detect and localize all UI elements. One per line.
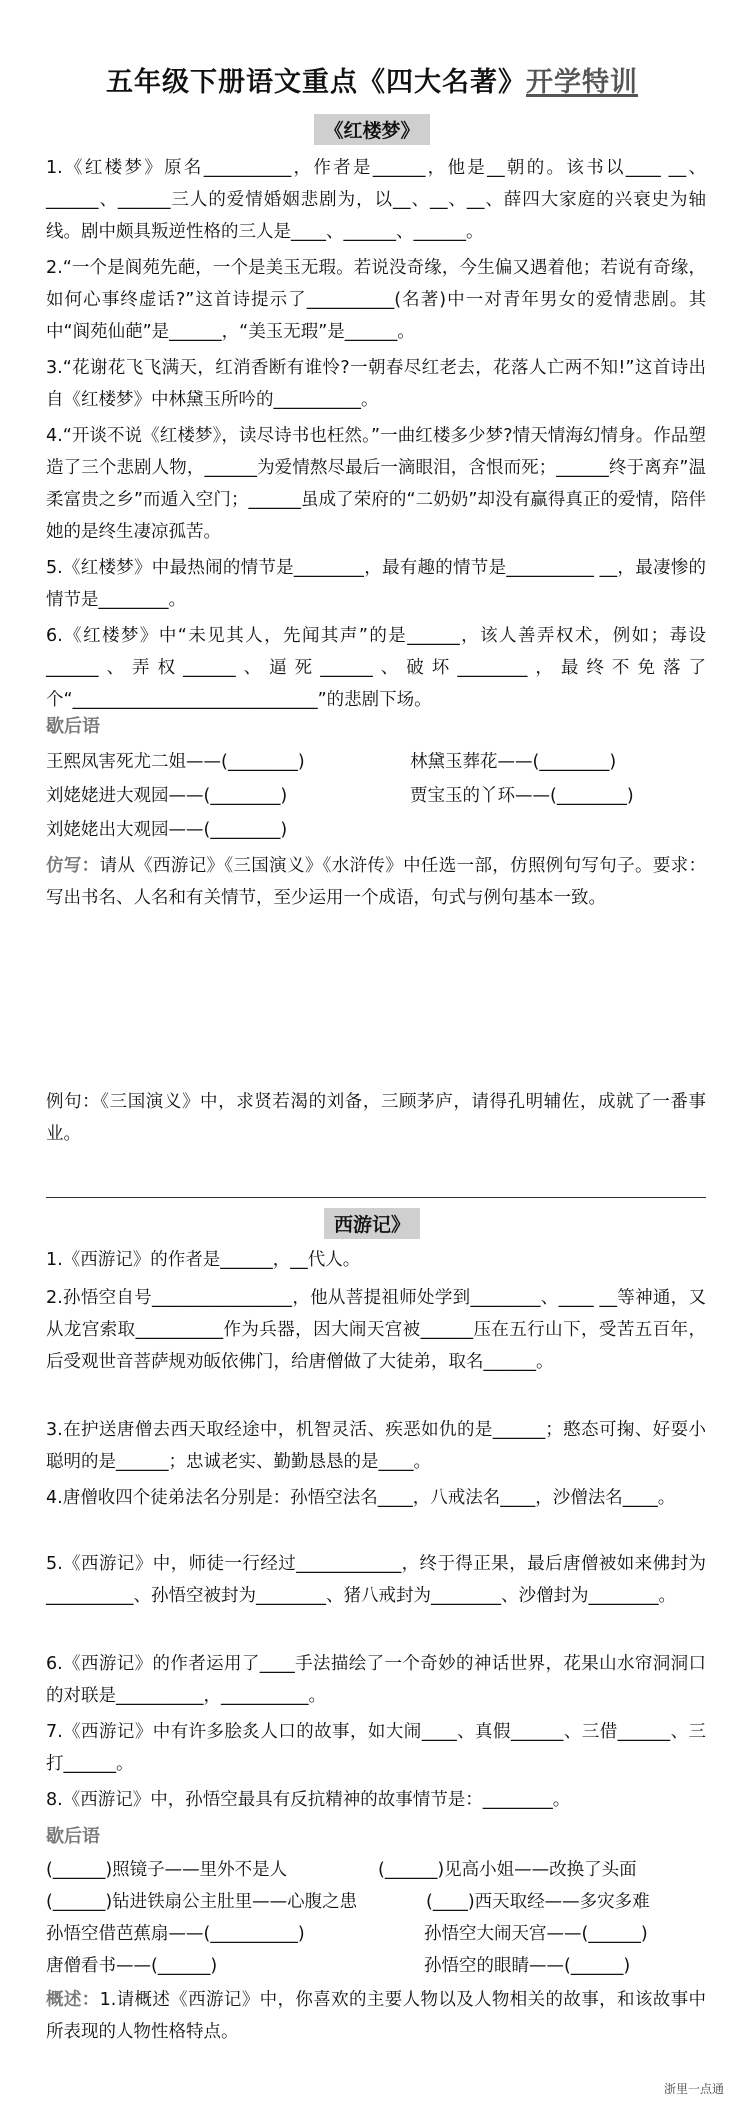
hlm-xiehouyu-item: 王熙凤害死尤二姐——(________)	[46, 752, 305, 772]
xyj-xiehouyu-item: (______)钻进铁扇公主肚里——心腹之患	[46, 1892, 358, 1912]
hlm-question-6: 6.《红楼梦》中“未见其人，先闻其声”的是______，该人善弄权术，例如；毒设______、弄权______、逼死______、破坏________，最终不免落了个“____________________________”的悲剧下场。	[46, 626, 706, 710]
hlm-fangxie	[46, 850, 706, 914]
title-main: 五年级下册语文重点《四大名著》	[106, 67, 526, 98]
section-heading-hongloumeng: 《红楼梦》	[0, 114, 744, 145]
section-divider	[46, 1197, 706, 1198]
fangxie-lead: 仿写：	[46, 856, 100, 876]
hlm-xiehouyu-label: 歇后语	[46, 716, 100, 737]
hlm-question-1: 1.《红楼梦》原名__________，作者是______，他是__朝的。该书以____ __、______、______三人的爱情婚姻悲剧为，以__、__、__、薛四大家庭的兴衰史为轴线。剧中颇具叛逆性格的三人是____、______、______。	[46, 158, 706, 242]
xyj-xiehouyu-item: 孙悟空的眼睛——(______)	[424, 1956, 631, 1976]
xyj-question-8: 8.《西游记》中，孙悟空最具有反抗精神的故事情节是：________。	[46, 1790, 571, 1810]
hlm-question-2: 2.“一个是阆苑先葩，一个是美玉无瑕。若说没奇缘，今生偏又遇着他；若说有奇缘，如何心事终虚话?”这首诗提示了__________(名著)中一对青年男女的爱情悲剧。其中“阆苑仙葩”是______，“美玉无瑕”是______。	[46, 258, 706, 342]
hlm-example-sentence: 例句：《三国演义》中，求贤若渴的刘备，三顾茅庐，请得孔明辅佐，成就了一番事业。	[46, 1092, 706, 1144]
fangxie-text: 请从《西游记》《三国演义》《水浒传》中任选一部，仿照例句写句子。要求：写出书名、人名和有关情节，至少运用一个成语，句式与例句基本一致。	[46, 856, 706, 908]
hlm-xiehouyu-item: 刘姥姥进大观园——(________)	[46, 786, 288, 806]
xyj-xiehouyu-item: (______)照镜子——里外不是人	[46, 1860, 288, 1880]
section-heading-xiyouji: 西游记》	[0, 1208, 744, 1239]
xyj-xiehouyu-item: (______)见高小姐——改换了头面	[378, 1860, 637, 1880]
xyj-question-7: 7.《西游记》中有许多脍炙人口的故事，如大闹____、真假______、三借______、三打______。	[46, 1722, 706, 1774]
xyj-xiehouyu-item: 孙悟空借芭蕉扇——(__________)	[46, 1924, 305, 1944]
xyj-question-3: 3.在护送唐僧去西天取经途中，机智灵活、疾恶如仇的是______；憨态可掬、好耍小聪明的是______；忠诚老实、勤勤恳恳的是____。	[46, 1420, 706, 1472]
xyj-question-4: 4.唐僧收四个徒弟法名分别是：孙悟空法名____，八戒法名____，沙僧法名____。	[46, 1488, 676, 1508]
hlm-xiehouyu-item: 贾宝玉的丫环——(________)	[410, 786, 634, 806]
xyj-question-5: 5.《西游记》中，师徒一行经过____________，终于得正果，最后唐僧被如来佛封为__________、孙悟空被封为________、猪八戒封为________、沙僧封为________。	[46, 1554, 706, 1606]
hlm-question-4: 4.“开谈不说《红楼梦》，读尽诗书也枉然。”一曲红楼多少梦?情天情海幻情身。作品塑造了三个悲剧人物，______为爱情熬尽最后一滴眼泪，含恨而死；______终于离弃”温柔富贵之乡”而遁入空门；______虽成了荣府的“二奶奶”却没有赢得真正的爱情，陪伴她的是终生凄凉孤苦。	[46, 426, 706, 542]
xyj-gaishu	[46, 1984, 706, 2048]
hlm-xiehouyu-item: 林黛玉葬花——(________)	[410, 752, 617, 772]
gaishu-lead: 概述：	[46, 1990, 100, 2010]
xyj-xiehouyu-label: 歇后语	[46, 1826, 100, 1847]
page-title	[0, 60, 744, 99]
xyj-xiehouyu-item: 孙悟空大闹天宫——(______)	[424, 1924, 648, 1944]
xyj-xiehouyu-item: 唐僧看书——(______)	[46, 1956, 218, 1976]
title-highlight: 开学特训	[526, 67, 638, 98]
watermark-credit: 浙里一点通	[663, 2082, 724, 2096]
hlm-question-3: 3.“花谢花飞飞满天，红消香断有谁怜?一朝春尽红老去，花落人亡两不知!”这首诗出自《红楼梦》中林黛玉所吟的__________。	[46, 358, 706, 410]
xyj-question-1: 1.《西游记》的作者是______，__代人。	[46, 1250, 361, 1270]
gaishu-text: 1.请概述《西游记》中，你喜欢的主要人物以及人物相关的故事，和该故事中所表现的人物性格特点。	[46, 1990, 706, 2042]
hlm-xiehouyu-item: 刘姥姥出大观园——(________)	[46, 820, 288, 840]
xyj-xiehouyu-item: (____)西天取经——多灾多难	[426, 1892, 650, 1912]
hlm-question-5: 5.《红楼梦》中最热闹的情节是________，最有趣的情节是__________ __，最凄惨的情节是________。	[46, 558, 706, 610]
xyj-question-6: 6.《西游记》的作者运用了____手法描绘了一个奇妙的神话世界，花果山水帘洞洞口的对联是__________，__________。	[46, 1654, 706, 1706]
xyj-question-2: 2.孙悟空自号________________，他从菩提祖师处学到________、____ __等神通，又从龙宫索取__________作为兵器，因大闹天宫被______压在五行山下，受苦五百年，后受观世音菩萨规劝皈依佛门，给唐僧做了大徒弟，取名______。	[46, 1288, 706, 1372]
